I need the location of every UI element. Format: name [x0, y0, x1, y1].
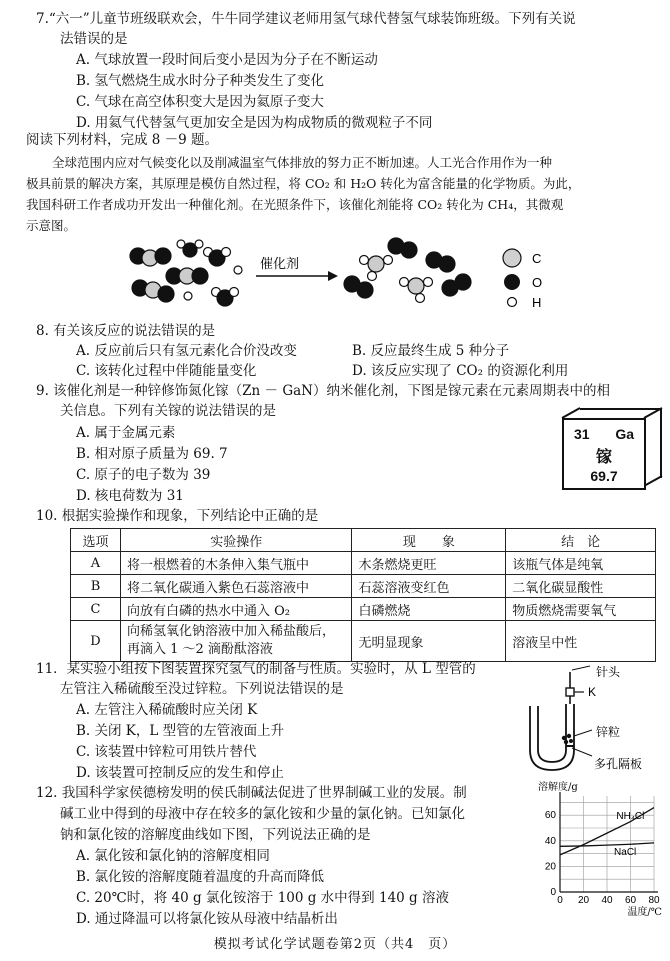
product-molecules	[344, 238, 471, 303]
reactant-molecules	[130, 240, 242, 306]
y-tick-label: 40	[544, 835, 556, 847]
solubility-chart	[536, 780, 666, 916]
oxygen-atom-icon	[504, 274, 520, 290]
q8-option-d: D. 该反应实现了 CO₂ 的资源化利用	[352, 363, 569, 379]
q11-option-d: D. 该装置可控制反应的发生和停止	[76, 765, 284, 781]
reaction-arrowhead	[328, 271, 338, 281]
q8-option-c: C. 该转化过程中伴随能量变化	[76, 363, 257, 379]
q9-stem-line-1: 9. 该催化剂是一种锌修饰氮化镓（Zn － GaN）纳米催化剂，下图是镓元素在元素周期表中的相	[36, 383, 610, 399]
hydrogen-atom-icon	[508, 298, 517, 307]
q12-option-b: B. 氯化铵的溶解度随着温度的升高而降低	[76, 869, 325, 885]
reading-paragraph-line-3: 我国科研工作者成功开发出一种催化剂。在光照条件下，该催化剂能将 CO₂ 转化为 CH₄，其微观	[26, 197, 564, 212]
x-tick-label: 40	[601, 895, 613, 906]
q11-option-c: C. 该装置中锌粒可用铁片替代	[76, 744, 257, 760]
q11-stem-line-2: 左管注入稀硫酸至没过锌粒。下列说法错误的是	[60, 681, 344, 697]
header-option: 选项	[71, 529, 121, 552]
table-row: C 向放有白磷的热水中通入 O₂ 白磷燃烧 物质燃烧需要氧气	[71, 598, 656, 621]
zinc-label: 锌粒	[596, 725, 621, 739]
porous-plate-label: 多孔隔板	[594, 757, 643, 771]
element-name: 镓	[595, 449, 612, 466]
q12-option-d: D. 通过降温可以将氯化铵从母液中结晶析出	[76, 911, 338, 927]
q7-option-d: D. 用氦气代替氢气更加安全是因为构成物质的微观粒子不同	[76, 115, 433, 131]
y-axis-label: 溶解度/g	[538, 782, 578, 793]
y-tick-label: 60	[544, 810, 556, 822]
chart-axes	[560, 792, 658, 892]
q10-stem: 10. 根据实验操作和现象，下列结论中正确的是	[36, 508, 319, 524]
table-row: D 向稀氢氧化钠溶液中加入稀盐酸后，再滴入 1 ～2 滴酚酞溶液 无明显现象 溶液呈中性	[71, 621, 656, 662]
experiment-table	[70, 528, 656, 662]
header-operation: 实验操作	[120, 529, 352, 552]
catalyst-label: 催化剂	[260, 257, 300, 272]
x-tick-label: 0	[557, 895, 563, 906]
k-label: K	[588, 685, 597, 699]
q9-option-c: C. 原子的电子数为 39	[76, 467, 211, 483]
q8-option-a: A. 反应前后只有氢元素化合价没改变	[76, 343, 297, 359]
x-tick-label: 20	[577, 895, 590, 906]
q12-stem-line-2: 碱工业中得到的母液中存在较多的氯化铵和少量的氯化钠。已知氯化	[60, 806, 465, 822]
atomic-number: 31	[574, 426, 590, 442]
table-row: A 将一根燃着的木条伸入集气瓶中 木条燃烧更旺 该瓶气体是纯氧	[71, 552, 656, 575]
atomic-mass: 69.7	[590, 468, 618, 484]
q7-stem-line-2: 法错误的是	[60, 31, 128, 47]
q7-option-b: B. 氢气燃烧生成水时分子种类发生了变化	[76, 73, 325, 89]
table-row: B 将二氧化碳通入紫色石蕊溶液中 石蕊溶液变红色 二氧化碳显酸性	[71, 575, 656, 598]
gallium-element-card	[562, 418, 646, 490]
q8-stem: 8. 有关该反应的说法错误的是	[36, 323, 216, 339]
chart-labels	[538, 780, 662, 916]
q9-stem-line-2: 关信息。下列有关镓的说法错误的是	[60, 403, 276, 419]
carbon-atom-icon	[503, 249, 521, 267]
page-footer: 模拟考试化学试题卷第2页（共4 页）	[213, 937, 457, 952]
y-tick-label: 0	[550, 887, 556, 898]
series-label-nacl: NaCl	[614, 846, 637, 858]
reading-paragraph-line-4: 示意图。	[26, 218, 77, 233]
q8-option-b: B. 反应最终生成 5 种分子	[352, 343, 510, 359]
reading-paragraph-line-1: 全球范围内应对气候变化以及削减温室气体排放的努力正不断加速。人工光合作用作为一种	[52, 155, 553, 170]
legend-c: C	[532, 251, 542, 266]
q12-option-c: C. 20℃时，将 40 g 氯化铵溶于 100 g 水中得到 140 g 溶液	[76, 890, 449, 906]
reading-paragraph-line-2: 极具前景的解决方案，其原理是模仿自然过程，将 CO₂ 和 H₂O 转化为富含能量的化学物质。为此，	[26, 176, 581, 191]
q9-option-a: A. 属于金属元素	[76, 425, 176, 441]
u-tube-apparatus	[512, 664, 662, 776]
atom-legend	[503, 249, 542, 310]
header-phenomenon: 现 象	[352, 529, 506, 552]
reaction-diagram	[120, 236, 660, 314]
q9-option-b: B. 相对原子质量为 69. 7	[76, 446, 228, 462]
q7-option-c: C. 气球在高空体积变大是因为氦原子变大	[76, 94, 324, 110]
q11-option-a: A. 左管注入稀硫酸时应关闭 K	[76, 702, 258, 718]
series-label-nh4cl: NH₄Cl	[616, 811, 645, 823]
element-symbol: Ga	[615, 426, 634, 442]
q12-stem-line-1: 12. 我国科学家侯德榜发明的侯氏制碱法促进了世界制碱工业的发展。制	[36, 785, 467, 801]
reading-intro: 阅读下列材料，完成 8 －9 题。	[26, 132, 219, 148]
header-conclusion: 结 论	[506, 529, 656, 552]
q11-stem-line-1: 11．某实验小组按下图装置探究氢气的制备与性质。实验时，从 L 型管的	[36, 661, 476, 677]
needle-label: 针头	[596, 665, 621, 679]
q12-option-a: A. 氯化铵和氯化钠的溶解度相同	[76, 848, 270, 864]
x-axis-label: 温度/℃	[627, 907, 662, 916]
q11-option-b: B. 关闭 K，L 型管的左管液面上升	[76, 723, 285, 739]
legend-o: O	[532, 275, 543, 290]
table-header-row	[71, 529, 656, 552]
q7-stem-line-1: 7.“六一”儿童节班级联欢会，牛牛同学建议老师用氢气球代替氢气球装饰班级。下列有关说	[36, 11, 576, 27]
x-tick-label: 80	[648, 895, 660, 906]
x-tick-label: 60	[624, 895, 637, 906]
q12-stem-line-3: 钠和氯化铵的溶解度曲线如下图，下列说法正确的是	[60, 827, 371, 843]
q9-option-d: D. 核电荷数为 31	[76, 488, 184, 504]
q7-option-a: A. 气球放置一段时间后变小是因为分子在不断运动	[76, 52, 378, 68]
legend-h: H	[532, 295, 542, 310]
y-tick-label: 20	[544, 861, 556, 873]
